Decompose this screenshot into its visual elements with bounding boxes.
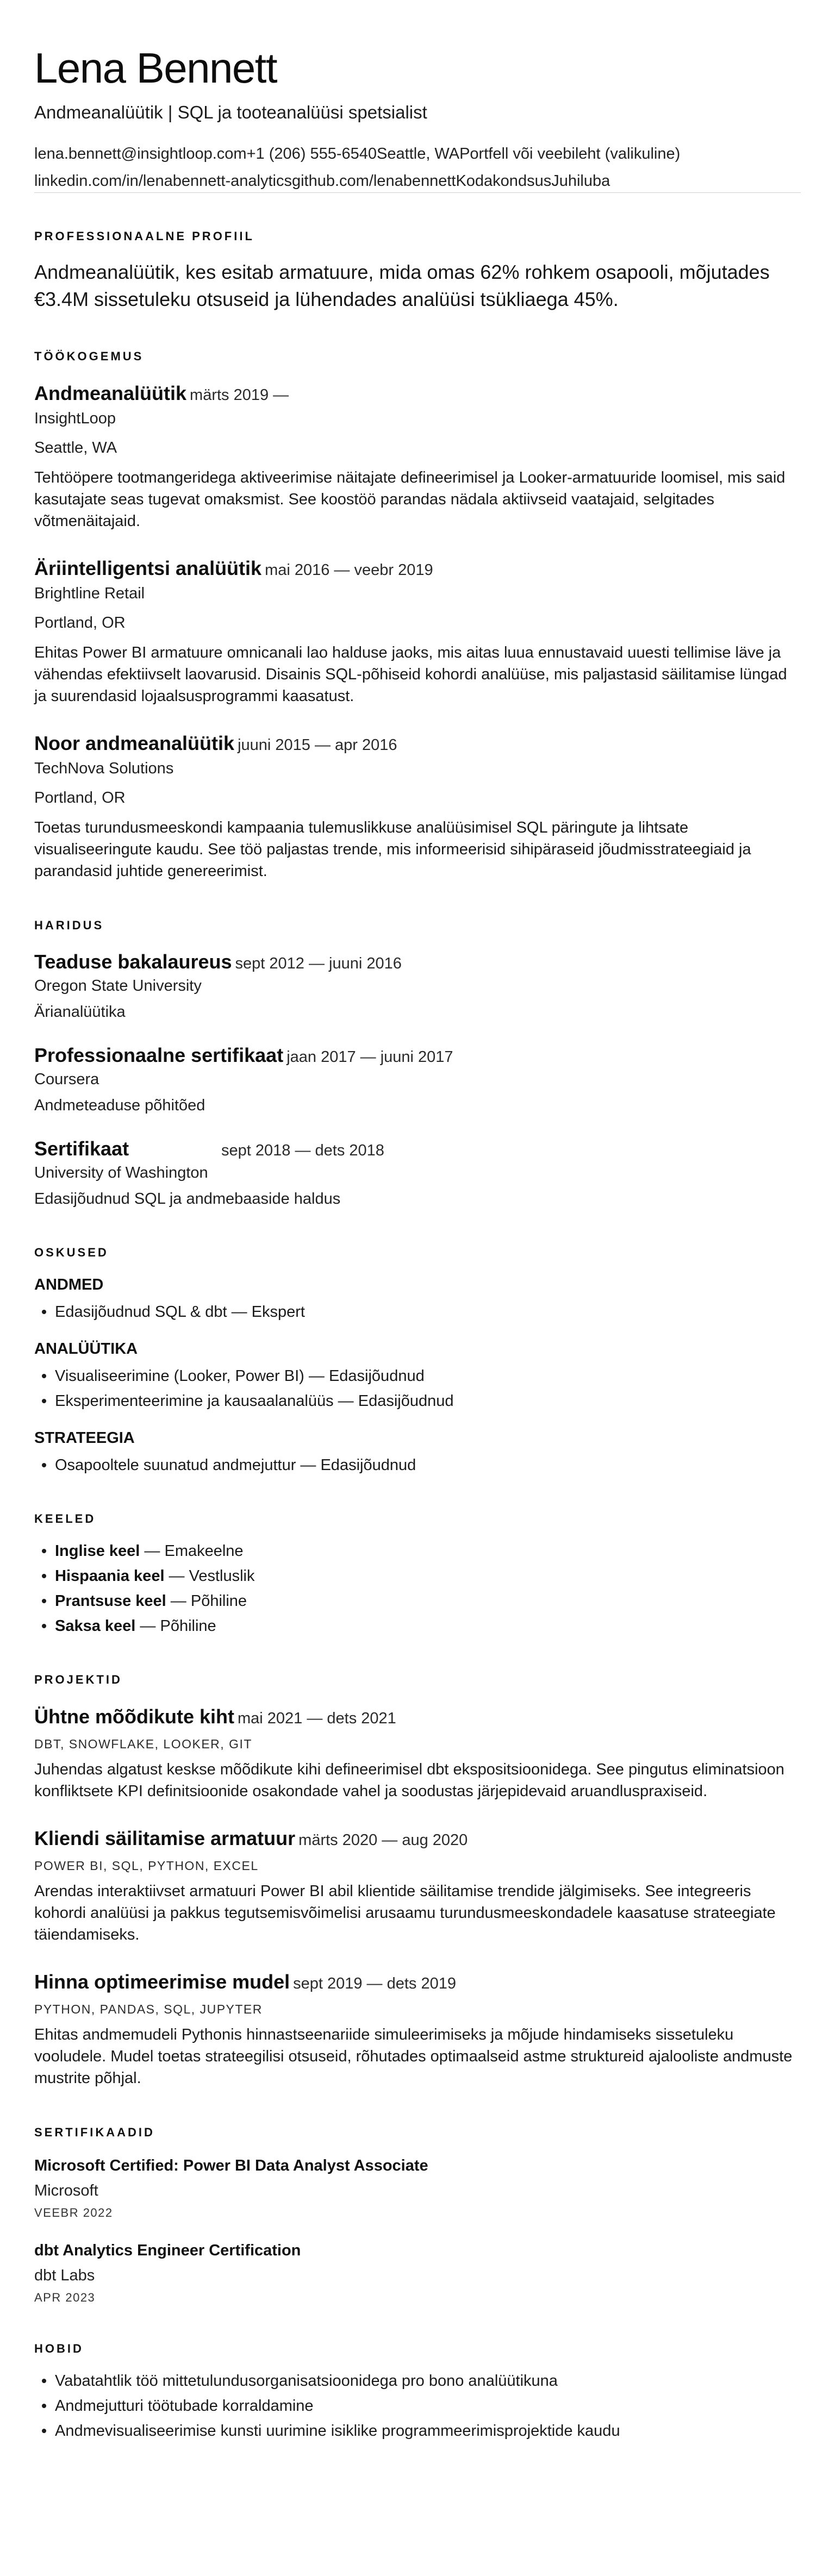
certificate-name: dbt Analytics Engineer Certification bbox=[34, 2242, 301, 2259]
languages-section bbox=[34, 1511, 801, 1636]
language-name: Prantsuse keel bbox=[55, 1592, 166, 1610]
citizenship: Kodakondsus bbox=[456, 172, 552, 190]
language-name: Inglise keel bbox=[55, 1542, 140, 1560]
job-title: Äriintelligentsi analüütik bbox=[34, 557, 262, 579]
skill-item: Edasijõudnud SQL & dbt — Ekspert bbox=[34, 1302, 801, 1322]
company-name: InsightLoop bbox=[34, 410, 116, 427]
candidate-name: Lena Bennett bbox=[34, 44, 277, 92]
skill-category: ANDMED bbox=[34, 1276, 104, 1293]
github-link[interactable]: github.com/lenabennett bbox=[291, 172, 456, 190]
certificate-item bbox=[34, 2155, 801, 2221]
project-tech: DBT, SNOWFLAKE, LOOKER, GIT bbox=[34, 1737, 252, 1751]
education-dates: sept 2018 — dets 2018 bbox=[221, 1142, 384, 1159]
hobbies-section bbox=[34, 2341, 801, 2441]
section-title-projects: PROJEKTID bbox=[34, 1673, 122, 1686]
skill-group bbox=[34, 1339, 801, 1411]
project-dates: sept 2019 — dets 2019 bbox=[293, 1975, 456, 1992]
hobby-list bbox=[34, 2371, 801, 2441]
project-name: Ühtne mõõdikute kiht bbox=[34, 1705, 234, 1728]
project-description: Arendas interaktiivset armatuuri Power BI abil klientide säilitamise trendide jälgimiseks. See integreeris kohordi analüüsi ja pakkus tegutsemisvõimelisi arusaamu turundusmeeskondadele kaasatuse strateegiate täiendamiseks. bbox=[34, 1883, 776, 1943]
school-name: Oregon State University bbox=[34, 977, 202, 995]
skill-item: Visualiseerimine (Looker, Power BI) — Edasijõudnud bbox=[34, 1366, 801, 1386]
projects-section bbox=[34, 1672, 801, 2089]
certificate-issuer: dbt Labs bbox=[34, 2267, 95, 2284]
skill-item: Eksperimenteerimine ja kausaalanalüüs — Edasijõudnud bbox=[34, 1391, 801, 1411]
skill-list bbox=[34, 1366, 801, 1411]
skill-category: ANALÜÜTIKA bbox=[34, 1340, 138, 1358]
field-of-study: Andmeteaduse põhitõed bbox=[34, 1097, 205, 1114]
job-location: Portland, OR bbox=[34, 789, 126, 806]
language-level: — Põhiline bbox=[166, 1592, 247, 1610]
section-title-certificates: SERTIFIKAADID bbox=[34, 2125, 155, 2139]
skill-group bbox=[34, 1428, 801, 1475]
skills-section bbox=[34, 1245, 801, 1475]
hobby-item: Vabatahtlik töö mittetulundusorganisatsioonidega pro bono analüütikuna bbox=[34, 2371, 801, 2391]
company-name: TechNova Solutions bbox=[34, 760, 174, 777]
section-title-hobbies: HOBID bbox=[34, 2342, 84, 2355]
language-level: — Emakeelne bbox=[140, 1542, 244, 1560]
section-title-profile: PROFESSIONAALNE PROFIIL bbox=[34, 229, 254, 243]
certificate-date: APR 2023 bbox=[34, 2291, 96, 2304]
skill-category: STRATEEGIA bbox=[34, 1429, 135, 1447]
profile-section bbox=[34, 229, 801, 313]
certificate-issuer: Microsoft bbox=[34, 2182, 98, 2199]
project-tech: PYTHON, PANDAS, SQL, JUPYTER bbox=[34, 2002, 263, 2016]
company-name: Brightline Retail bbox=[34, 585, 145, 602]
certificate-name: Microsoft Certified: Power BI Data Analyst Associate bbox=[34, 2157, 428, 2174]
portfolio-link[interactable]: Portfell või veebileht (valikuline) bbox=[459, 145, 681, 162]
project-item bbox=[34, 1826, 801, 1946]
school-name: University of Washington bbox=[34, 1164, 208, 1181]
certificates-section bbox=[34, 2125, 801, 2305]
section-title-skills: OSKUSED bbox=[34, 1246, 109, 1259]
project-name: Kliendi säilitamise armatuur bbox=[34, 1827, 296, 1849]
certificate-item bbox=[34, 2240, 801, 2305]
skill-group bbox=[34, 1274, 801, 1322]
contact-line-secondary bbox=[34, 171, 801, 191]
school-name: Coursera bbox=[34, 1071, 99, 1088]
skill-list bbox=[34, 1302, 801, 1322]
job-dates: märts 2019 — bbox=[190, 386, 289, 404]
field-of-study: Edasijõudnud SQL ja andmebaaside haldus bbox=[34, 1190, 341, 1208]
degree-title: Professionaalne sertifikaat bbox=[34, 1044, 284, 1066]
profile-summary: Andmeanalüütik, kes esitab armatuure, mida omas 62% rohkem osapooli, mõjutades €3.4M sissetuleku otsuseid ja lühendades analüüsi tsükliaega 45%. bbox=[34, 261, 770, 310]
experience-item bbox=[34, 381, 801, 532]
skill-list bbox=[34, 1455, 801, 1475]
project-description: Juhendas algatust keskse mõõdikute kihi defineerimisel dbt ekspositsioonidega. See pingutus eliminatsioon konfliktsete KPI definitsioonide osakondade vahel ja soodustas järjepidevaid aruandluspraxiseid. bbox=[34, 1761, 784, 1800]
field-of-study: Ärianalüütika bbox=[34, 1003, 126, 1021]
headline: Andmeanalüütik | SQL ja tooteanalüüsi spetsialist bbox=[34, 102, 427, 122]
degree-title: Teaduse bakalaureus bbox=[34, 951, 232, 973]
experience-item bbox=[34, 556, 801, 707]
header-divider bbox=[34, 192, 801, 193]
education-item bbox=[34, 949, 801, 1022]
job-location: Portland, OR bbox=[34, 614, 126, 632]
project-dates: mai 2021 — dets 2021 bbox=[238, 1710, 396, 1727]
project-tech: POWER BI, SQL, PYTHON, EXCEL bbox=[34, 1859, 259, 1873]
language-name: Hispaania keel bbox=[55, 1567, 165, 1585]
language-item bbox=[34, 1566, 801, 1586]
language-name: Saksa keel bbox=[55, 1617, 136, 1635]
education-item bbox=[34, 1136, 801, 1209]
education-section bbox=[34, 918, 801, 1209]
job-description: Tehtööpere tootmangeridega aktiveerimise näitajate defineerimisel ja Looker-armatuuride loomisel, mis said kasutajate seas tugevat omaksmist. See koostöö parandas nädala aktiivseid vaatajaid, selgitades võtmenäitajaid. bbox=[34, 469, 786, 530]
language-item bbox=[34, 1616, 801, 1636]
drivers-license: Juhiluba bbox=[551, 172, 610, 190]
project-name: Hinna optimeerimise mudel bbox=[34, 1971, 290, 1993]
phone-number[interactable]: +1 (206) 555-6540 bbox=[246, 145, 377, 162]
job-dates: juuni 2015 — apr 2016 bbox=[238, 736, 397, 754]
experience-item bbox=[34, 731, 801, 882]
language-level: — Vestluslik bbox=[164, 1567, 255, 1585]
education-dates: sept 2012 — juuni 2016 bbox=[235, 955, 402, 972]
language-level: — Põhiline bbox=[135, 1617, 216, 1635]
job-location: Seattle, WA bbox=[34, 439, 117, 457]
language-item bbox=[34, 1541, 801, 1561]
contact-line-primary bbox=[34, 143, 801, 164]
job-title: Andmeanalüütik bbox=[34, 382, 187, 404]
project-description: Ehitas andmemudeli Pythonis hinnastseenariide simuleerimiseks ja mõjude hindamiseks sissetuleku vooludele. Mudel toetas strateegilisi otsuseid, rõhutades optimaalseid astme struktureid ajalooliste andmuste mustrite põhjal. bbox=[34, 2026, 793, 2087]
certificate-date: VEEBR 2022 bbox=[34, 2206, 113, 2219]
project-dates: märts 2020 — aug 2020 bbox=[298, 1831, 468, 1849]
education-dates: jaan 2017 — juuni 2017 bbox=[286, 1048, 453, 1066]
job-description: Ehitas Power BI armatuure omnicanali lao halduse jaoks, mis aitas luua ennustavaid uuesti tellimise läve ja vähendas efektiivselt laovarusid. Disainis SQL-põhiseid kohordi analüüse, mis paljastasid säilitamise lüngad ja suurendasid lojaalsusprogrammi kaasatust. bbox=[34, 644, 787, 705]
section-title-education: HARIDUS bbox=[34, 918, 104, 932]
section-title-experience: TÖÖKOGEMUS bbox=[34, 349, 144, 363]
project-item bbox=[34, 1969, 801, 2089]
degree-title: Sertifikaat bbox=[34, 1137, 129, 1160]
language-list bbox=[34, 1541, 801, 1636]
job-title: Noor andmeanalüütik bbox=[34, 732, 235, 754]
hobby-item: Andmejutturi töötubade korraldamine bbox=[34, 2396, 801, 2416]
hobby-item: Andmevisualiseerimise kunsti uurimine isiklike programmeerimisprojektide kaudu bbox=[34, 2421, 801, 2441]
language-item bbox=[34, 1591, 801, 1611]
education-item bbox=[34, 1043, 801, 1116]
section-title-languages: KEELED bbox=[34, 1512, 96, 1525]
experience-section bbox=[34, 349, 801, 882]
skill-item: Osapooltele suunatud andmejuttur — Edasijõudnud bbox=[34, 1455, 801, 1475]
job-description: Toetas turundusmeeskondi kampaania tulemuslikkuse analüüsimisel SQL päringute ja lihtsate visualiseeringute kaudu. See töö paljastas trende, mis informeerisid sihipäraseid jõudmisstrateegiaid ja parandasid juhtide genereerimist. bbox=[34, 819, 751, 880]
location: Seattle, WA bbox=[377, 145, 460, 162]
job-dates: mai 2016 — veebr 2019 bbox=[265, 561, 433, 579]
linkedin-link[interactable]: linkedin.com/in/lenabennett-analytics bbox=[34, 172, 292, 190]
resume-header bbox=[34, 42, 801, 193]
email-link[interactable]: lena.bennett@insightloop.com bbox=[34, 145, 247, 162]
project-item bbox=[34, 1704, 801, 1802]
